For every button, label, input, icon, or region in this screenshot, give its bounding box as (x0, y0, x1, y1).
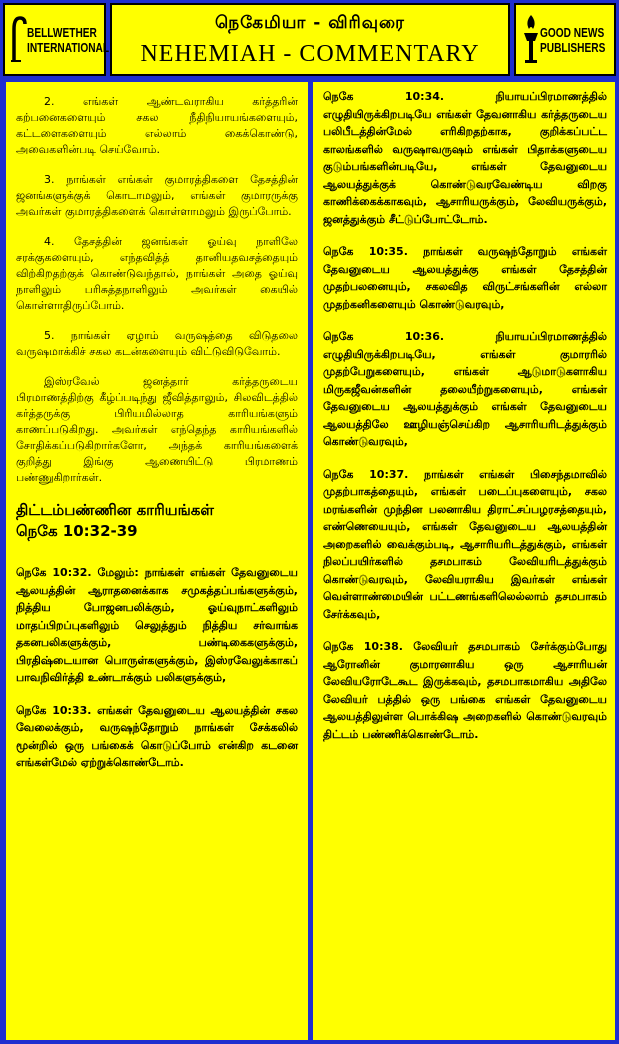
good-news-logo (514, 3, 616, 76)
paragraph: 4. தேசத்தின் ஜனங்கள் ஓய்வு நாளிலே சரக்குகளையும், எந்தவித்த் தானியதவசத்தையும் விற்கிறதற்குக் கொண்டுவந்தால், நாங்கள் அதை ஓய்வு நாளிலும் பரிசுத்தநாளிலும் அவர்கள் கையில் கொள்ளாதிருப்போம். (16, 235, 298, 312)
verse-paragraph: நெகே 10:37. நாங்கள் எங்கள் பிசைந்தமாவில் முதற்பாகத்தையும், எங்கள் படைப்புகளையும், சகல மரங்களின் முந்தின பலனாகிய திராட்சப்பழரசத்தையும், எண்ணெயையும், எங்கள் தேவனுடைய ஆலயத்தின் அறைகளில் வைக்கும்படி, ஆசாரியரிடத்துக்கும், எங்கள் நிலப்பயிர்களில் தசமபாகம் லேவியரிடத்துக்கும் கொண்டுவரவும், லேவியராகிய இவர்கள் எங்கள் வெள்ளாண்மையின் பட்டணங்களிலெல்லாம் தசமபாகம் சேர்க்கவும், (323, 467, 607, 621)
title-tamil: நெகேமியா - விரிவுரை (215, 13, 405, 33)
verse-paragraph: நெகே 10:32. மேலும்: நாங்கள் எங்கள் தேவனுடைய ஆலயத்தின் ஆராதனைக்காக சமுகத்தப்பங்களுக்கும், நித்திய போஜனபலிக்கும், ஓய்வுநாட்களிலும் மாதப்பிறப்புகளிலும் செலுத்தும் நித்திய சர்வாங்க தகனபலிகளுக்கும், பண்டிகைகளுக்கும், பிரதிஷ்டையான பொருள்களுக்கும், இஸ்ரவேலுக்காகப் பாவநிவிர்த்தி உண்டாக்கும் பலிகளுக்கும், (16, 566, 298, 684)
title-english: NEHEMIAH - COMMENTARY (140, 41, 480, 67)
right-logo-line1: GOOD NEWS (540, 25, 605, 40)
paragraph: 2. எங்கள் ஆண்டவராகிய கர்த்தரின் கற்பனைகளையும் சகல நீதிநியாயங்களையும், கட்டளைகளையும் எல்லாம் கைக்கொண்டு, அவைகளின்படி செய்வோம். (16, 95, 298, 156)
paragraph: 5. நாங்கள் ஏழாம் வருஷத்தை விடுதலை வருஷமாக்கிச் சகல கடன்களையும் விட்டுவிடுவோம். (16, 329, 298, 358)
verse-paragraph: நெகே 10:33. எங்கள் தேவனுடைய ஆலயத்தின் சகல வேலைக்கும், வருஷந்தோறும் நாங்கள் சேக்கலில் மூன்றில் ஒரு பங்கைக் கொடுப்போம் என்கிற கடனை எங்கள்மேல் ஏற்றுக்கொண்டோம். (16, 703, 298, 769)
right-column (313, 82, 615, 1040)
section-heading (16, 500, 298, 542)
header (3, 3, 616, 76)
bellwether-logo (3, 3, 110, 76)
section-heading-line2: நெகே 10:32-39 (16, 522, 138, 540)
torch-icon (522, 13, 540, 65)
left-column (6, 82, 308, 1040)
paragraph: 3. நாங்கள் எங்கள் குமாரத்திகளை தேசத்தின் ஜனங்களுக்குக் கொடாமலும், எங்கள் குமாரருக்கு அவர்கள் குமாரத்திகளைக் கொள்ளாமலும் இருப்போம். (16, 173, 298, 218)
verse-paragraph: நெகே 10:36. நியாயப்பிரமாணத்தில் எழுதியிருக்கிறபடியே, எங்கள் குமாரரில் முதற்பேறுகளையும், எங்கள் ஆடுமாடுகளாகிய மிருகஜீவன்களின் தலையீற்றுகளையும், எங்கள் தேவனுடைய ஆலயத்துக்கும் எங்கள் தேவனுடைய ஆலயத்திலே ஊழியஞ்செய்கிற ஆசாரியரிடத்துக்கும் கொண்டுவரவும், (323, 330, 607, 448)
title-box (110, 3, 510, 76)
verse-paragraph: நெகே 10:34. நியாயப்பிரமாணத்தில் எழுதியிருக்கிறபடியே எங்கள் தேவனாகிய கர்த்தருடைய பலிபீடத்தின்மேல் எரிகிறதற்காக, குறிக்கப்பட்ட காலங்களில் வருஷாவருஷம் எங்கள் பிதாக்களுடைய குடும்பங்களின்படியே, எங்கள் தேவனுடைய ஆலயத்துக்குக் கொண்டுவரவேண்டிய விறகு காணிக்கைக்காகவும், ஆசாரியருக்கும், லேவியருக்கும், ஜனத்துக்கும் சீட்டுப்போட்டோம். (323, 90, 607, 226)
verse-paragraph: நெகே 10:35. நாங்கள் வருஷந்தோறும் எங்கள் தேவனுடைய ஆலயத்துக்கு எங்கள் தேசத்தின் முதற்பலனையும், சகலவித விருட்சங்களின் எல்லா முதற்கனிகளையும் கொண்டுவரவும், (323, 245, 607, 311)
verse-paragraph: நெகே 10:38. லேவியர் தசமபாகம் சேர்க்கும்போது ஆரோனின் குமாரனாகிய ஒரு ஆசாரியன் லேவியரோடேகூட இருக்கவும், தசமபாகமாகிய அதிலே லேவியர் பத்தில் ஒரு பங்கை எங்கள் தேவனுடைய ஆலயத்திலுள்ள பொக்கிஷ அறைகளில் கொண்டுவரவும் திட்டம் பண்ணிக்கொண்டோம். (323, 640, 607, 741)
left-logo-line2: INTERNATIONAL (27, 40, 110, 55)
left-logo-line1: BELLWETHER (27, 25, 97, 40)
paragraph: இஸ்ரவேல் ஜனத்தார் கர்த்தருடைய பிரமாணத்திற்கு கீழ்ப்படிந்து ஜீவித்தாலும், சிலவிடத்தில் கர்த்தருக்கு பிரியமில்லாத காரியங்களும் காணப்படுகிறது. அவர்கள் எந்தெந்த காரியங்களில் சோதிக்கப்படுகிறார்களோ, அந்தக் காரியங்களைக் குறித்து இங்கு ஆணையிட்டு பிரமாணம் பண்ணுகிறார்கள். (16, 375, 298, 484)
section-heading-line1: திட்டம்பண்ணின காரியங்கள் (16, 501, 214, 519)
shepherd-staff-icon (11, 15, 27, 63)
right-logo-line2: PUBLISHERS (540, 40, 606, 55)
